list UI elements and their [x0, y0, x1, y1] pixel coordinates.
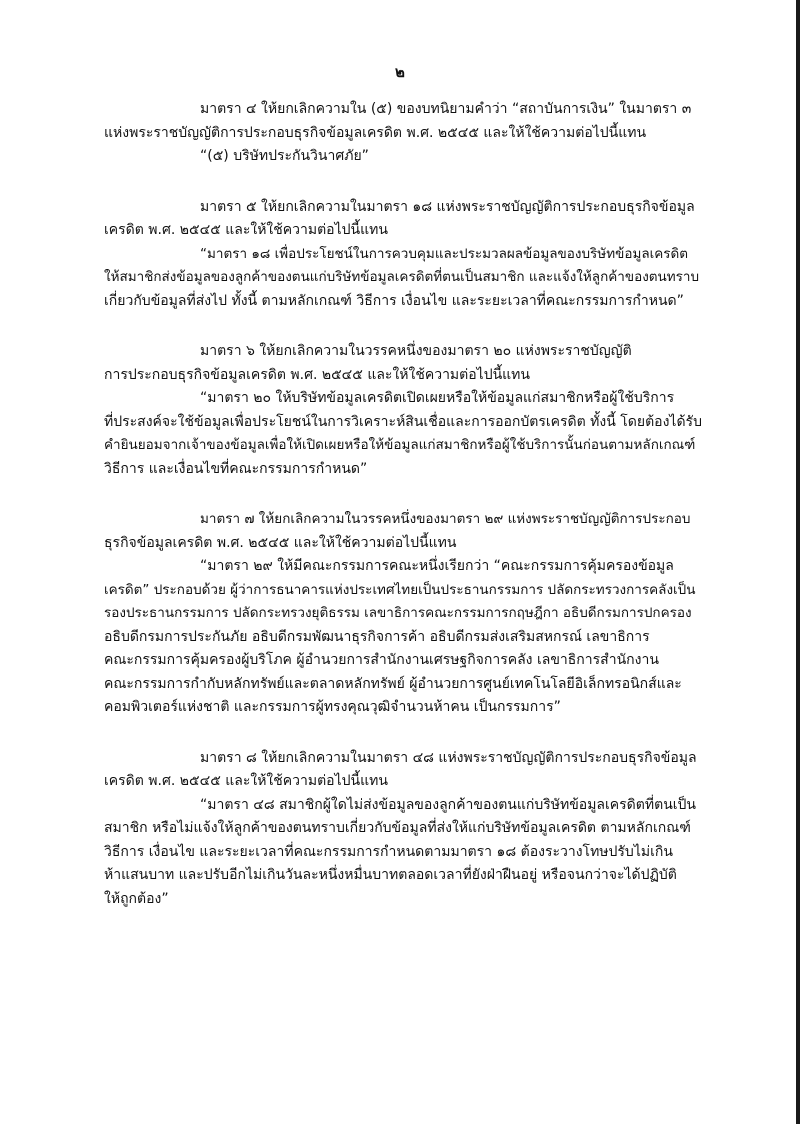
- text-line: “(๕) บริษัทประกันวินาศภัย”: [200, 148, 369, 164]
- text-line: มาตรา ๘ ให้ยกเลิกความในมาตรา ๔๘ แห่งพระราชบัญญัติการประกอบธุรกิจข้อมูล: [200, 749, 697, 766]
- text-line: รองประธานกรรมการ ปลัดกระทรวงยุติธรรม เลขาธิการคณะกรรมการกฤษฎีกา อธิบดีกรมการปกครอง: [104, 605, 692, 621]
- text-line: คณะกรรมการคุ้มครองผู้บริโภค ผู้อำนวยการสำนักงานเศรษฐกิจการคลัง เลขาธิการสำนักงาน: [104, 652, 659, 668]
- text-line: ที่ประสงค์จะใช้ข้อมูลเพื่อประโยชน์ในการวิเคราะห์สินเชื่อและการออกบัตรเครดิต ทั้งนี้ โดยต้องได้รับ: [104, 413, 702, 430]
- text-line: “มาตรา ๑๘ เพื่อประโยชน์ในการควบคุมและประมวลผลข้อมูลของบริษัทข้อมูลเครดิต: [200, 245, 689, 262]
- text-line: สมาชิก หรือไม่แจ้งให้ลูกค้าของตนทราบเกี่ยวกับข้อมูลที่ส่งให้แก่บริษัทข้อมูลเครดิต ตามหลักเกณฑ์: [104, 820, 691, 836]
- text-line: “มาตรา ๒๙ ให้มีคณะกรรมการคณะหนึ่งเรียกว่า “คณะกรรมการคุ้มครองข้อมูล: [200, 558, 674, 574]
- text-line: การประกอบธุรกิจข้อมูลเครดิต พ.ศ. ๒๕๔๕ และให้ใช้ความต่อไปนี้แทน: [104, 366, 530, 383]
- text-line: “มาตรา ๒๐ ให้บริษัทข้อมูลเครดิตเปิดเผยหรือให้ข้อมูลแก่สมาชิกหรือผู้ใช้บริการ: [200, 390, 675, 406]
- page-number: ๒: [395, 63, 405, 81]
- text-line: คอมพิวเตอร์แห่งชาติ และกรรมการผู้ทรงคุณวุฒิจำนวนห้าคน เป็นกรรมการ”: [104, 699, 561, 715]
- text-line: มาตรา ๗ ให้ยกเลิกความในวรรคหนึ่งของมาตรา ๒๙ แห่งพระราชบัญญัติการประกอบ: [200, 511, 691, 527]
- section-5: [104, 747, 704, 912]
- section-1: [104, 98, 704, 169]
- section-4: [104, 508, 704, 720]
- text-line: เครดิต” ประกอบด้วย ผู้ว่าการธนาคารแห่งประเทศไทยเป็นประธานกรรมการ ปลัดกระทรวงการคลังเป็น: [104, 581, 696, 598]
- section-2: [104, 196, 704, 314]
- text-line: เกี่ยวกับข้อมูลที่ส่งไป ทั้งนี้ ตามหลักเกณฑ์ วิธีการ เงื่อนไข และระยะเวลาที่คณะกรรมการกำหนด”: [104, 292, 684, 309]
- text-line: แห่งพระราชบัญญัติการประกอบธุรกิจข้อมูลเครดิต พ.ศ. ๒๕๔๕ และให้ใช้ความต่อไปนี้แทน: [104, 124, 647, 141]
- text-line: คณะกรรมการกำกับหลักทรัพย์และตลาดหลักทรัพย์ ผู้อำนวยการศูนย์เทคโนโลยีอิเล็กทรอนิกส์และ: [104, 675, 682, 692]
- text-line: มาตรา ๕ ให้ยกเลิกความในมาตรา ๑๘ แห่งพระราชบัญญัติการประกอบธุรกิจข้อมูล: [200, 198, 695, 215]
- text-line: ให้สมาชิกส่งข้อมูลของลูกค้าของตนแก่บริษัทข้อมูลเครดิตที่ตนเป็นสมาชิก และแจ้งให้ลูกค้าของตนทราบ: [104, 269, 700, 285]
- text-line: ห้าแสนบาท และปรับอีกไม่เกินวันละหนึ่งหมื่นบาทตลอดเวลาที่ยังฝ่าฝืนอยู่ หรือจนกว่าจะได้ปฏิบัติ: [104, 867, 677, 883]
- text-line: เครดิต พ.ศ. ๒๕๔๕ และให้ใช้ความต่อไปนี้แทน: [104, 773, 388, 789]
- text-line: วิธีการ เงื่อนไข และระยะเวลาที่คณะกรรมการกำหนดตามมาตรา ๑๘ ต้องระวางโทษปรับไม่เกิน: [104, 843, 673, 860]
- section-3: [104, 340, 704, 481]
- document-body: [104, 98, 704, 938]
- text-line: ให้ถูกต้อง”: [104, 890, 169, 907]
- text-line: วิธีการ และเงื่อนไขที่คณะกรรมการกำหนด”: [104, 460, 368, 477]
- text-line: มาตรา ๔ ให้ยกเลิกความใน (๕) ของบทนิยามคำว่า “สถาบันการเงิน” ในมาตรา ๓: [200, 101, 692, 117]
- text-line: มาตรา ๖ ให้ยกเลิกความในวรรคหนึ่งของมาตรา ๒๐ แห่งพระราชบัญญัติ: [200, 343, 632, 359]
- text-line: เครดิต พ.ศ. ๒๕๔๕ และให้ใช้ความต่อไปนี้แทน: [104, 222, 388, 238]
- text-line: ธุรกิจข้อมูลเครดิต พ.ศ. ๒๕๔๕ และให้ใช้ความต่อไปนี้แทน: [104, 534, 457, 551]
- text-line: คำยินยอมจากเจ้าของข้อมูลเพื่อให้เปิดเผยหรือให้ข้อมูลแก่สมาชิกหรือผู้ใช้บริการนั้นก่อนตามหลักเกณฑ์: [104, 437, 696, 453]
- scan-edge: [796, 0, 800, 1124]
- text-line: “มาตรา ๔๘ สมาชิกผู้ใดไม่ส่งข้อมูลของลูกค้าของตนแก่บริษัทข้อมูลเครดิตที่ตนเป็น: [200, 796, 697, 813]
- text-line: อธิบดีกรมการประกันภัย อธิบดีกรมพัฒนาธุรกิจการค้า อธิบดีกรมส่งเสริมสหกรณ์ เลขาธิการ: [104, 628, 650, 645]
